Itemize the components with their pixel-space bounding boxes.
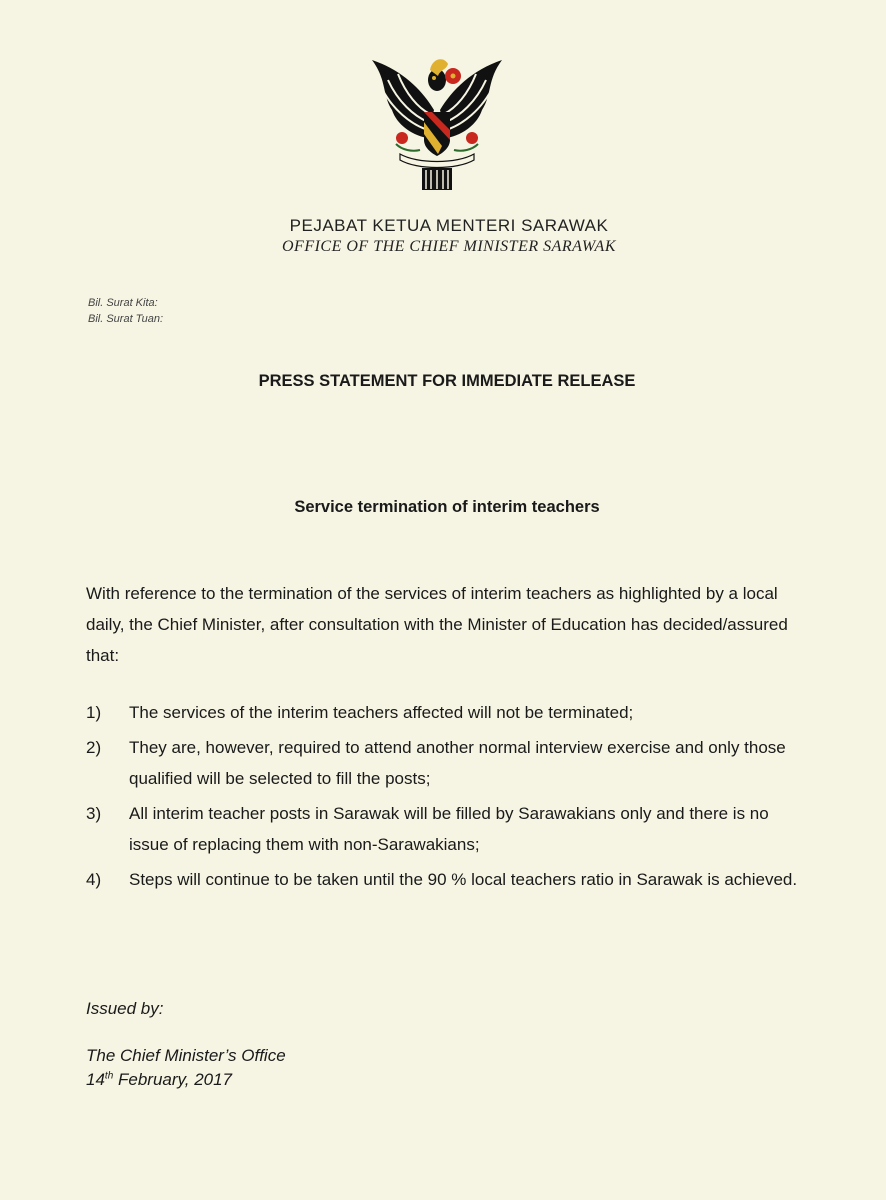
list-item-number: 2) (86, 738, 102, 757)
date-suffix: th (104, 1070, 114, 1082)
list-item (86, 697, 806, 728)
decision-points-list (86, 697, 806, 899)
press-statement-heading: PRESS STATEMENT FOR IMMEDIATE RELEASE (258, 372, 636, 390)
issue-date (86, 1070, 232, 1090)
org-name-malay: PEJABAT KETUA MENTERI SARAWAK (289, 216, 609, 235)
sarawak-coat-of-arms-icon (362, 50, 512, 200)
list-item-text: Steps will continue to be taken until the 90 % local teachers ratio in Sarawak is achieved. (129, 870, 798, 889)
issued-by-label: Issued by: (86, 999, 164, 1018)
list-item (86, 864, 806, 895)
date-month-year: February, 2017 (113, 1070, 233, 1089)
list-item-text: The services of the interim teachers affected will not be terminated; (129, 703, 634, 722)
our-reference-label: Bil. Surat Kita: (88, 297, 158, 309)
org-name-english: OFFICE OF THE CHIEF MINISTER SARAWAK (281, 238, 616, 255)
list-item-text: They are, however, required to attend another normal interview exercise and only those qualified will be selected to fill the posts; (129, 738, 786, 788)
date-day: 14 (86, 1070, 105, 1089)
list-item (86, 798, 806, 860)
list-item-text: All interim teacher posts in Sarawak will be filled by Sarawakians only and there is no issue of replacing them with non-Sarawakians; (129, 804, 769, 854)
subject-title: Service termination of interim teachers (294, 498, 600, 516)
list-item-number: 1) (86, 703, 102, 722)
intro-paragraph: With reference to the termination of the services of interim teachers as highlighted by a local daily, the Chief Minister, after consultation with the Minister of Education has decided/assured that: (86, 584, 788, 665)
issuing-office: The Chief Minister’s Office (86, 1046, 286, 1065)
list-item-number: 3) (86, 804, 102, 823)
your-reference-label: Bil. Surat Tuan: (88, 313, 163, 325)
list-item (86, 732, 806, 794)
list-item-number: 4) (86, 870, 102, 889)
